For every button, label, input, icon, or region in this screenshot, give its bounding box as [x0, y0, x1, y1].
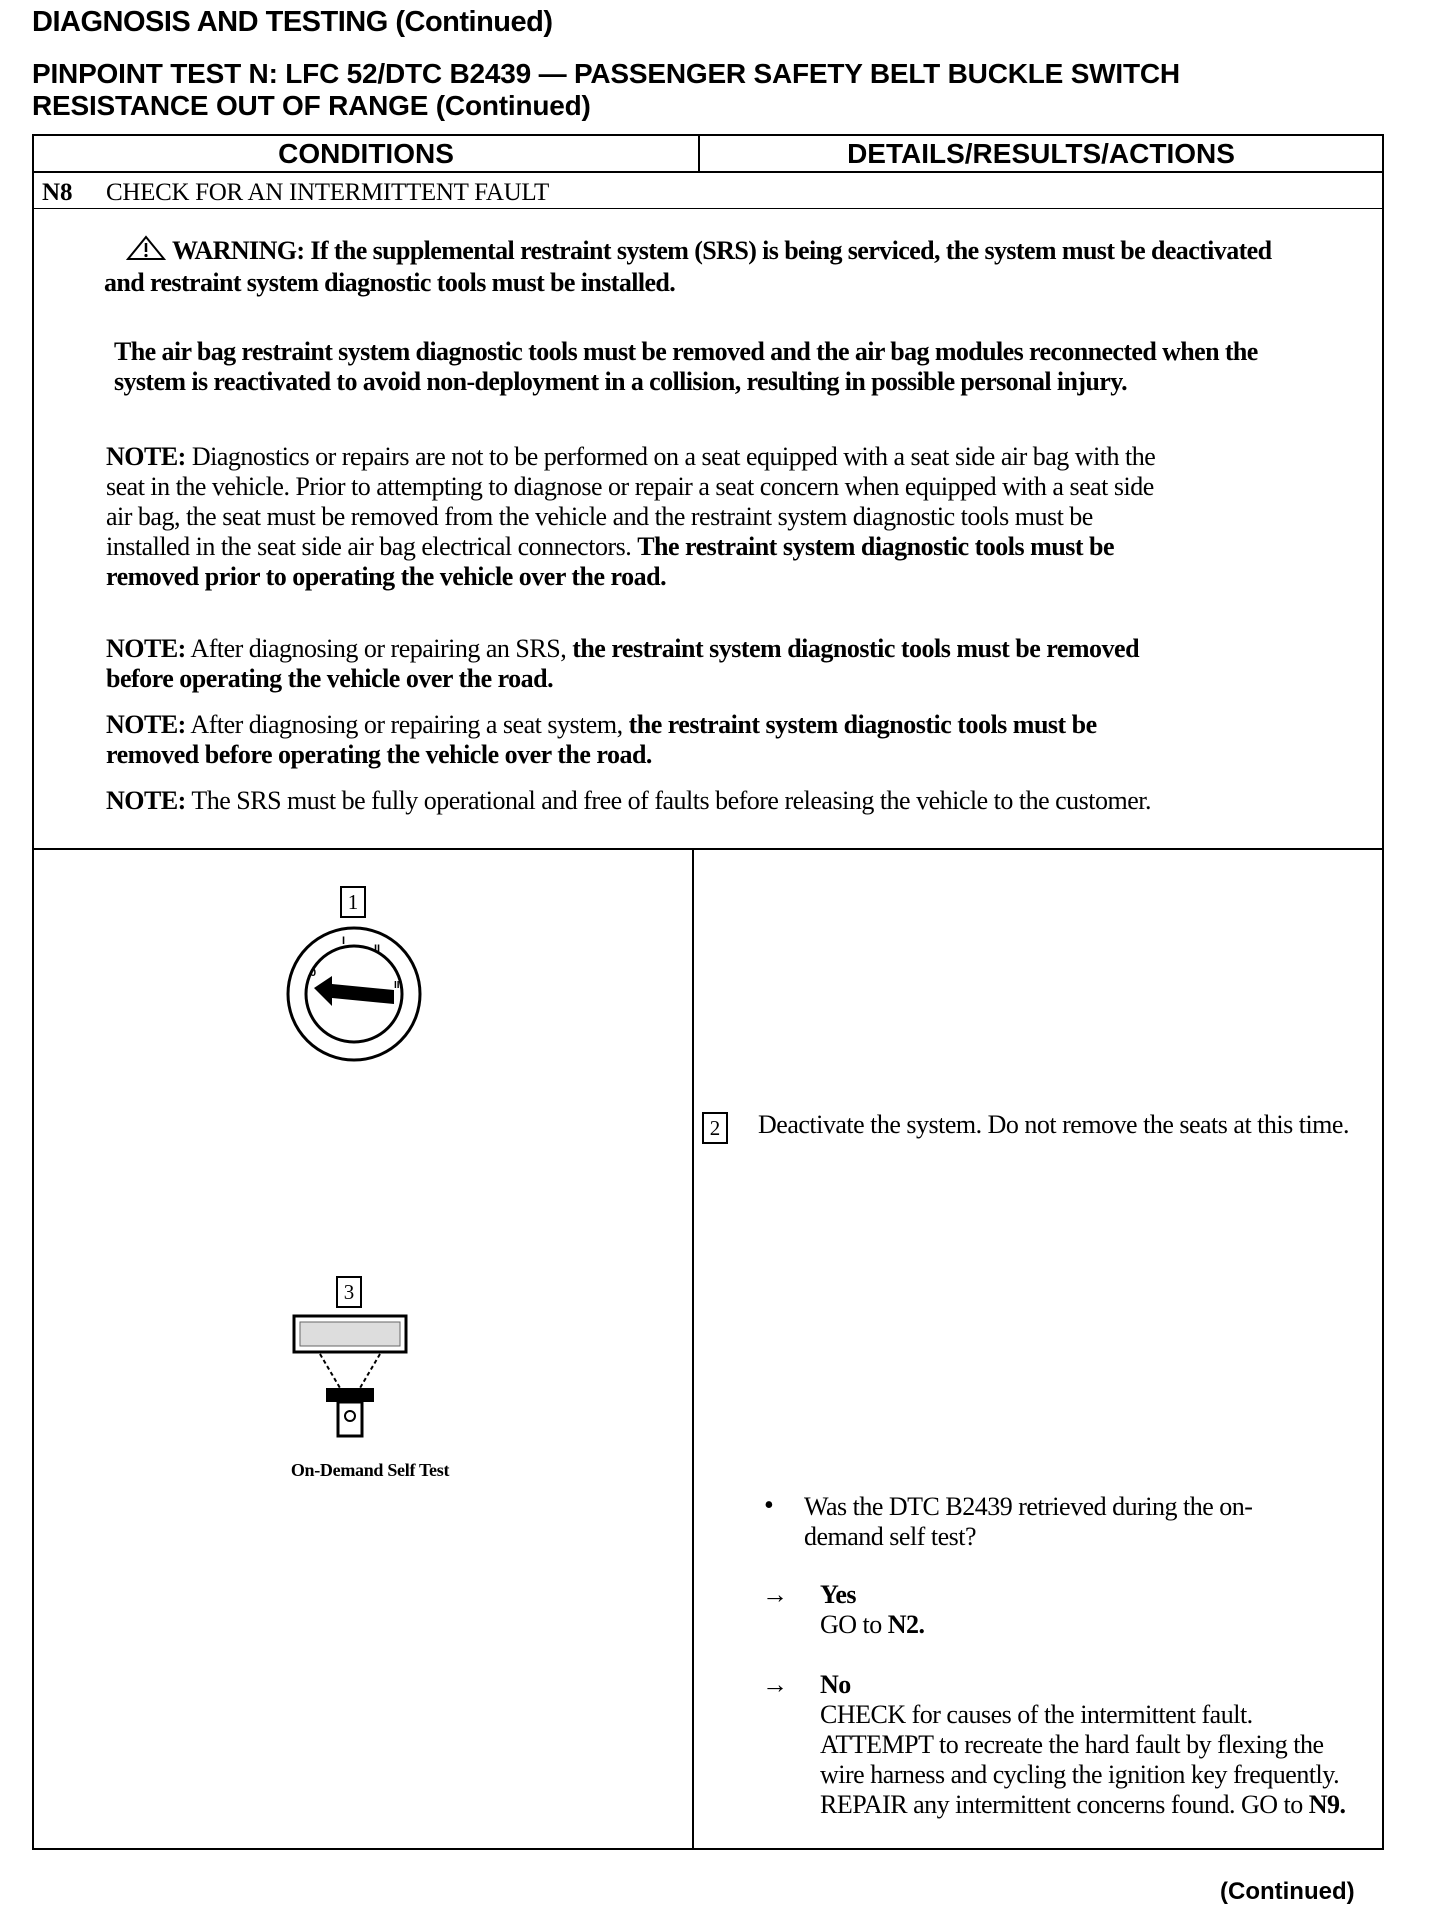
body-column-divider [692, 848, 694, 1850]
warning-label: WARNING: [172, 236, 305, 265]
note-label: NOTE: [106, 710, 186, 739]
note-text: The SRS must be fully operational and free of faults before releasing the vehicle to the customer. [191, 786, 1152, 815]
notes-divider [32, 848, 1384, 850]
note-bold-text: the restraint system diagnostic tools must be removed before operating the vehicle over the road. [106, 634, 1140, 693]
ignition-mark: I [342, 935, 346, 947]
arrow-right-icon: → [762, 1580, 788, 1609]
warning-block [104, 235, 1284, 298]
question-text: Was the DTC B2439 retrieved during the on-demand self test? [804, 1492, 1253, 1551]
note-bold-text: The restraint system diagnostic tools must be removed prior to operating the vehicle over the road. [106, 532, 1114, 591]
note-bold-text: the restraint system diagnostic tools must be removed before operating the vehicle over the road. [106, 710, 1097, 769]
note-label: NOTE: [106, 786, 186, 815]
step-title-divider [32, 208, 1384, 209]
warning-text-2: The air bag restraint system diagnostic tools must be removed and the air bag modules reconnected when the system is reactivated to avoid non-deployment in a collision, resulting in possible personal injury. [114, 337, 1258, 396]
column-header-conditions: CONDITIONS [278, 138, 454, 169]
figure-3-number: 3 [336, 1276, 362, 1308]
no-action-text: CHECK for causes of the intermittent fault. ATTEMPT to recreate the hard fault by flexing the wire harness and cycling the ignition key frequently. REPAIR any intermittent concerns found. GO to [820, 1700, 1340, 1819]
yes-action-text: GO to [820, 1610, 882, 1639]
continued-label: (Continued) [1220, 1878, 1355, 1905]
no-action-ref: N9. [1308, 1790, 1346, 1819]
column-header-details: DETAILS/RESULTS/ACTIONS [847, 138, 1235, 169]
figure-3-caption: On-Demand Self Test [290, 1460, 450, 1480]
step-2-number: 2 [702, 1112, 728, 1144]
bullet-icon: • [764, 1490, 774, 1521]
warning-triangle-icon [126, 235, 166, 268]
note-4 [106, 786, 1206, 816]
pinpoint-test-title [32, 58, 1180, 122]
note-text: Diagnostics or repairs are not to be performed on a seat equipped with a seat side air bag with the seat in the vehicle. Prior to attempting to diagnose or repair a seat concern when equipped with a seat side air bag, the seat must be removed from the vehicle and the restraint system diagnostic tools must be installed in the seat side air bag electrical connectors. [106, 442, 1156, 561]
note-2 [106, 634, 1166, 694]
scan-tool-icon [290, 1312, 414, 1442]
table-border-bottom [32, 1848, 1384, 1850]
no-action [820, 1700, 1350, 1820]
note-3 [106, 710, 1166, 770]
no-label: No [820, 1670, 851, 1699]
step-title: CHECK FOR AN INTERMITTENT FAULT [106, 179, 550, 206]
ignition-mark: 0 [310, 967, 317, 979]
note-1 [106, 442, 1166, 592]
yes-action [820, 1610, 925, 1640]
yes-label: Yes [820, 1580, 857, 1609]
table-border-left [32, 134, 34, 1850]
note-text: After diagnosing or repairing a seat system, [190, 710, 623, 739]
ignition-mark: III [394, 980, 403, 991]
warning-text: If the supplemental restraint system (SRS) is being serviced, the system must be deactivated and restraint system diagnostic tools must be installed. [104, 236, 1272, 297]
pinpoint-test-line-1: PINPOINT TEST N: LFC 52/DTC B2439 — PASSENGER SAFETY BELT BUCKLE SWITCH [32, 58, 1180, 89]
section-title: DIAGNOSIS AND TESTING (Continued) [32, 6, 553, 38]
step-code: N8 [42, 179, 73, 206]
yes-action-ref: N2. [887, 1610, 925, 1639]
pinpoint-test-line-2: RESISTANCE OUT OF RANGE (Continued) [32, 90, 591, 121]
step-2-text: Deactivate the system. Do not remove the seats at this time. [758, 1110, 1349, 1139]
figure-1-number: 1 [340, 886, 366, 918]
note-label: NOTE: [106, 634, 186, 663]
table-border-right [1382, 134, 1384, 1850]
arrow-right-icon: → [762, 1670, 788, 1699]
note-text: After diagnosing or repairing an SRS, [190, 634, 567, 663]
ignition-switch-icon [284, 924, 424, 1064]
note-label: NOTE: [106, 442, 186, 471]
ignition-mark: II [374, 943, 381, 955]
